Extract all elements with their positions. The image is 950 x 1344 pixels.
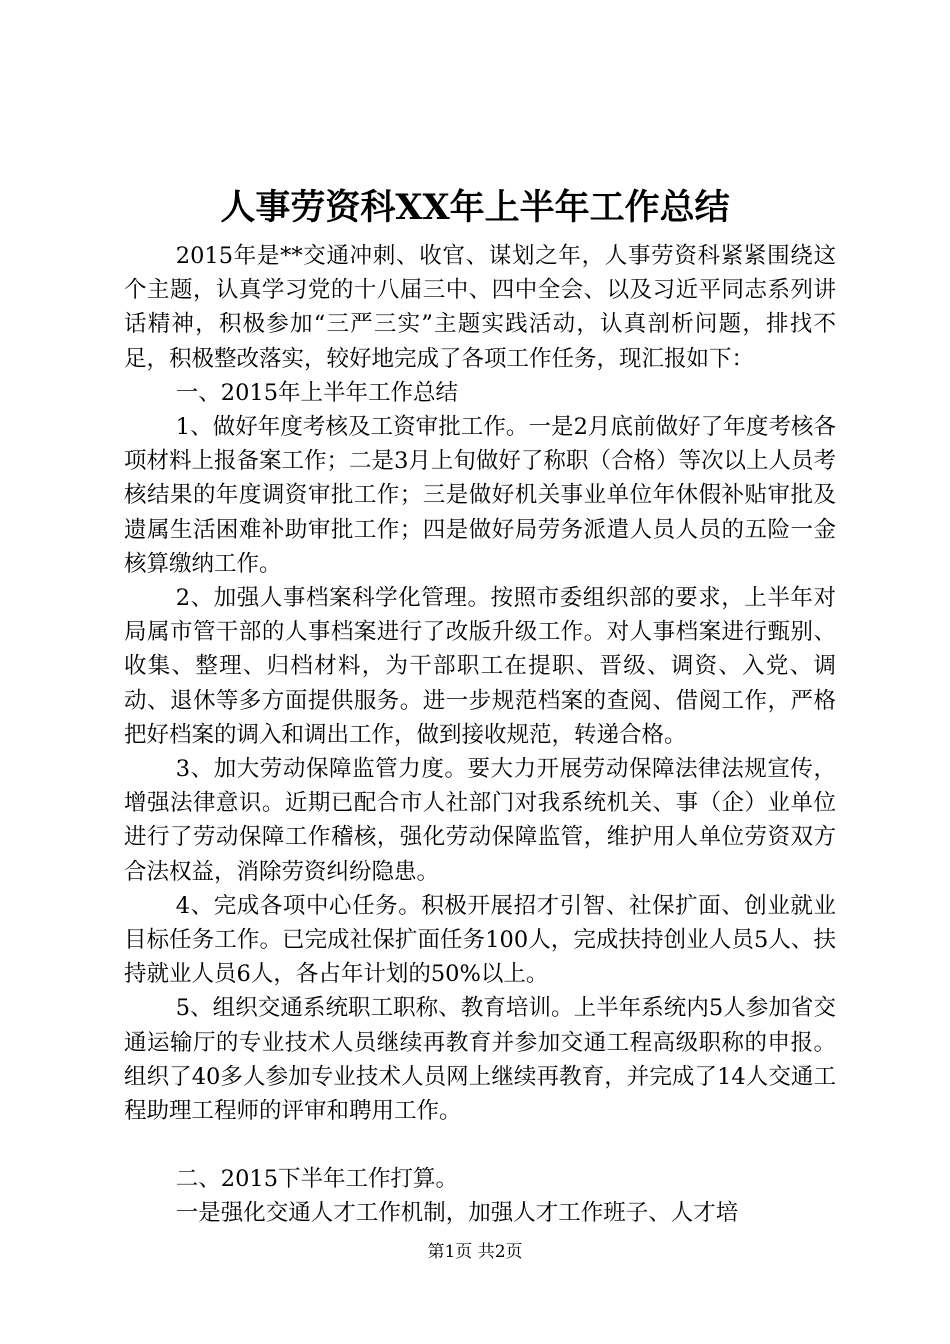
paragraph-intro: 2015年是**交通冲刺、收官、谋划之年，人事劳资科紧紧围绕这个主题，认真学习党的十八届三中、四中全会、以及习近平同志系列讲话精神，积极参加“三严三实”主题实践活动，认真剖析问题，排找不足，积极整改落实，较好地完成了各项工作任务，现汇报如下：	[124, 243, 836, 372]
paragraph-item-3: 3、加大劳动保障监管力度。要大力开展劳动保障法律法规宣传，增强法律意识。近期已配合市人社部门对我系统机关、事（企）业单位进行了劳动保障工作稽核，强化劳动保障监管，维护用人单位劳资双方合法权益，消除劳资纠纷隐患。	[124, 756, 836, 885]
paragraph-item-5: 5、组织交通系统职工职称、教育培训。上半年系统内5人参加省交通运输厅的专业技术人员继续再教育并参加交通工程高级职称的申报。组织了40多人参加专业技术人员网上继续再教育，并完成了14人交通工程助理工程师的评审和聘用工作。	[124, 995, 836, 1125]
section-heading-2: 二、2015下半年工作打算。	[175, 1166, 459, 1193]
paragraph-item-4: 4、完成各项中心任务。积极开展招才引智、社保扩面、创业就业目标任务工作。已完成社保扩面任务100人，完成扶持创业人员5人、扶持就业人员6人，各占年计划的50%以上。	[124, 892, 836, 988]
page-number-footer: 第1页 共2页	[427, 1242, 523, 1262]
paragraph-item-1: 1、做好年度考核及工资审批工作。一是2月底前做好了年度考核各项材料上报备案工作；二是3月上旬做好了称职（合格）等次以上人员考核结果的年度调资审批工作；三是做好机关事业单位年休假补贴审批及遗属生活困难补助审批工作；四是做好局劳务派遣人员人员的五险一金核算缴纳工作。	[124, 414, 836, 577]
section-heading-1: 一、2015年上半年工作总结	[175, 379, 459, 406]
document-title: 人事劳资科XX年上半年工作总结	[220, 187, 730, 228]
paragraph-plan-1: 一是强化交通人才工作机制，加强人才工作班子、人才培	[175, 1200, 739, 1227]
paragraph-item-2: 2、加强人事档案科学化管理。按照市委组织部的要求，上半年对局属市管干部的人事档案进行了改版升级工作。对人事档案进行甄别、收集、整理、归档材料，为干部职工在提职、晋级、调资、入党、调动、退休等多方面提供服务。进一步规范档案的查阅、借阅工作，严格把好档案的调入和调出工作，做到接收规范，转递合格。	[124, 585, 836, 748]
document-body	[124, 239, 836, 1231]
